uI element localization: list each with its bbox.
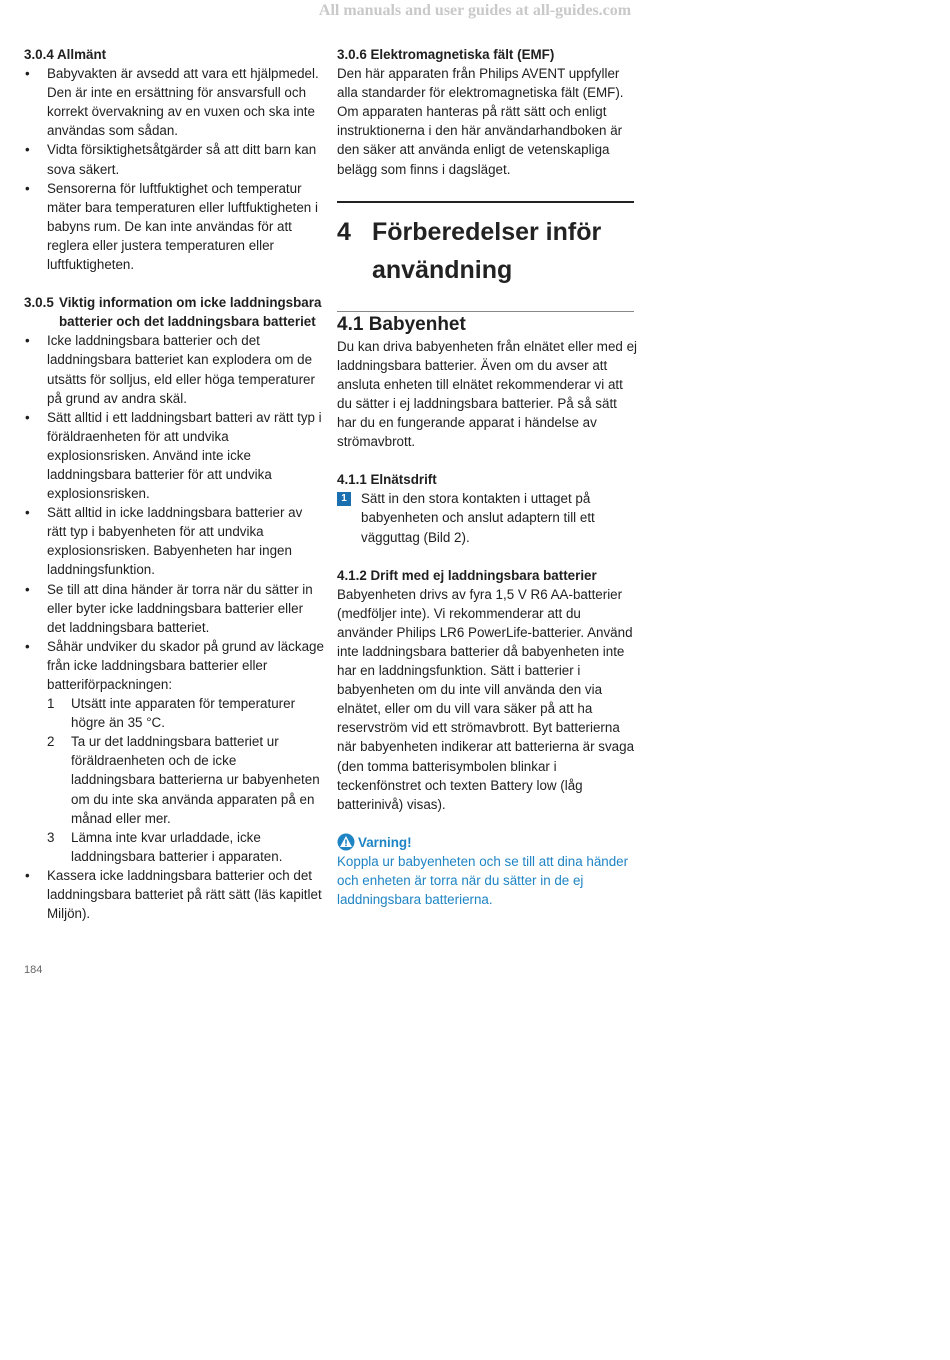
warning-title: Varning! bbox=[358, 834, 412, 850]
numbered-list bbox=[47, 694, 324, 866]
right-column bbox=[337, 45, 637, 909]
list-item: • Sätt alltid i ett laddningsbart batteri av rätt typ i föräldraenheten för att undvika explosionsrisken. Använd inte icke laddningsbara batterier för att undvika explosionsrisken. bbox=[24, 408, 324, 503]
chapter-title: Förberedelser inför användning bbox=[372, 217, 602, 284]
section-number: 3.0.5 bbox=[24, 295, 54, 311]
page-number: 184 bbox=[24, 964, 43, 976]
section-4-1-text: Du kan driva babyenheten från elnätet eller med ej laddningsbara batterier. Även om du avser att ansluta enheten till elnätet rekommenderar vi att du sätter i ej laddningsbara batterier. På så sätt har du en fungerande apparat i händelse av strömavbrott. bbox=[337, 338, 637, 450]
warning-triangle-icon bbox=[337, 833, 355, 851]
section-3-0-4-heading: 3.0.4 Allmänt bbox=[24, 47, 107, 62]
item-text: Ta ur det laddningsbara batteriet ur föräldraenheten och de icke laddningsbara batterierna ur babyenheten om du inte ska använda apparaten på en månad eller mer. bbox=[71, 734, 320, 826]
section-3-0-5-list bbox=[24, 331, 324, 923]
step-item bbox=[337, 489, 637, 546]
chapter-number: 4 bbox=[337, 217, 351, 246]
numbered-item bbox=[47, 732, 324, 827]
section-4-1-1-heading: 4.1.1 Elnätsdrift bbox=[337, 472, 437, 488]
item-number: 1 bbox=[47, 696, 55, 712]
numbered-item bbox=[47, 694, 324, 732]
list-item: • Kassera icke laddningsbara batterier och det laddningsbara batteriet på rätt sätt (läs kapitlet Miljön). bbox=[24, 866, 324, 923]
section-3-0-6-text: Den här apparaten från Philips AVENT uppfyller alla standarder för elektromagnetiska fält (EMF). Om apparaten hanteras på rätt sätt och enligt instruktionerna i den här användarhandboken är den säker att använda enligt de vetenskapliga belägg som finns i dagsläget. bbox=[337, 66, 624, 177]
list-item: • Sätt alltid in icke laddningsbara batterier av rätt typ i babyenheten för att undvika explosionsrisken. Babyenheten har ingen laddningsfunktion. bbox=[24, 503, 324, 579]
item-number: 2 bbox=[47, 734, 55, 750]
section-4-1-2-text: Babyenheten drivs av fyra 1,5 V R6 AA-batterier (medföljer inte). Vi rekommenderar att du använder Philips LR6 PowerLife-batterier. Använd inte laddningsbara batterier då babyenheten inte har en laddningsfunktion. Sätt i batterier i babyenheten om du inte vill använda den via elnätet, eller om du vill vara säker på att ha reservström vid ett strömavbrott. Byt batterierna när babyenheten indikerar att batterierna är svaga (den tomma batterisymbolen blinkar i teckenfönstret och texten Battery low (låg batterinivå) visas). bbox=[337, 586, 635, 812]
section-divider bbox=[337, 311, 634, 312]
numbered-item bbox=[47, 828, 324, 866]
left-column bbox=[24, 45, 324, 923]
list-item bbox=[24, 637, 324, 866]
step-text: Sätt in den stora kontakten i uttaget på babyenheten och anslut adaptern till ett vägguttag (Bild 2). bbox=[361, 491, 595, 545]
section-3-0-5-heading bbox=[24, 293, 324, 331]
section-3-0-4-list bbox=[24, 64, 324, 274]
list-item: • Vidta försiktighetsåtgärder så att ditt barn kan sova säkert. bbox=[24, 140, 324, 178]
warning-text: Koppla ur babyenheten och se till att dina händer och enheten är torra när du sätter in de ej laddningsbara batterierna. bbox=[337, 853, 629, 908]
watermark: All manuals and user guides at all-guides.com bbox=[318, 2, 632, 19]
step-number-badge: 1 bbox=[337, 492, 351, 506]
section-4-1-heading: 4.1 Babyenhet bbox=[337, 313, 466, 335]
list-item: • Sensorerna för luftfuktighet och temperatur mäter bara temperaturen eller luftfuktigheten i babyns rum. De kan inte användas för att reglera eller justera temperaturen eller luftfuktigheten. bbox=[24, 179, 324, 274]
section-4-1-2-heading: 4.1.2 Drift med ej laddningsbara batterier bbox=[337, 567, 597, 583]
list-item: • Se till att dina händer är torra när du sätter in eller byter icke laddningsbara batterier eller det laddningsbara batteriet. bbox=[24, 580, 324, 637]
item-text: Lämna inte kvar urladdade, icke laddningsbara batterier i apparaten. bbox=[71, 829, 283, 864]
list-item: • Icke laddningsbara batterier och det laddningsbara batteriet kan explodera om de utsätts för solljus, eld eller höga temperaturer på grund av andra skäl. bbox=[24, 331, 324, 407]
item-number: 3 bbox=[47, 829, 55, 845]
list-item: • Babyvakten är avsedd att vara ett hjälpmedel. Den är inte en ersättning för ansvarsfull och korrekt övervakning av en vuxen och ska inte användas som sådan. bbox=[24, 64, 324, 140]
section-3-0-6-heading: 3.0.6 Elektromagnetiska fält (EMF) bbox=[337, 47, 555, 62]
section-title: Viktig information om icke laddningsbara batterier och det laddningsbara batteriet bbox=[59, 295, 322, 330]
chapter-divider bbox=[337, 201, 634, 203]
list-item-text: Såhär undviker du skador på grund av läckage från icke laddningsbara batterier eller batteriförpackningen: bbox=[47, 638, 324, 692]
warning-heading bbox=[337, 833, 637, 852]
chapter-heading bbox=[337, 213, 637, 289]
item-text: Utsätt inte apparaten för temperaturer högre än 35 °C. bbox=[71, 696, 296, 731]
